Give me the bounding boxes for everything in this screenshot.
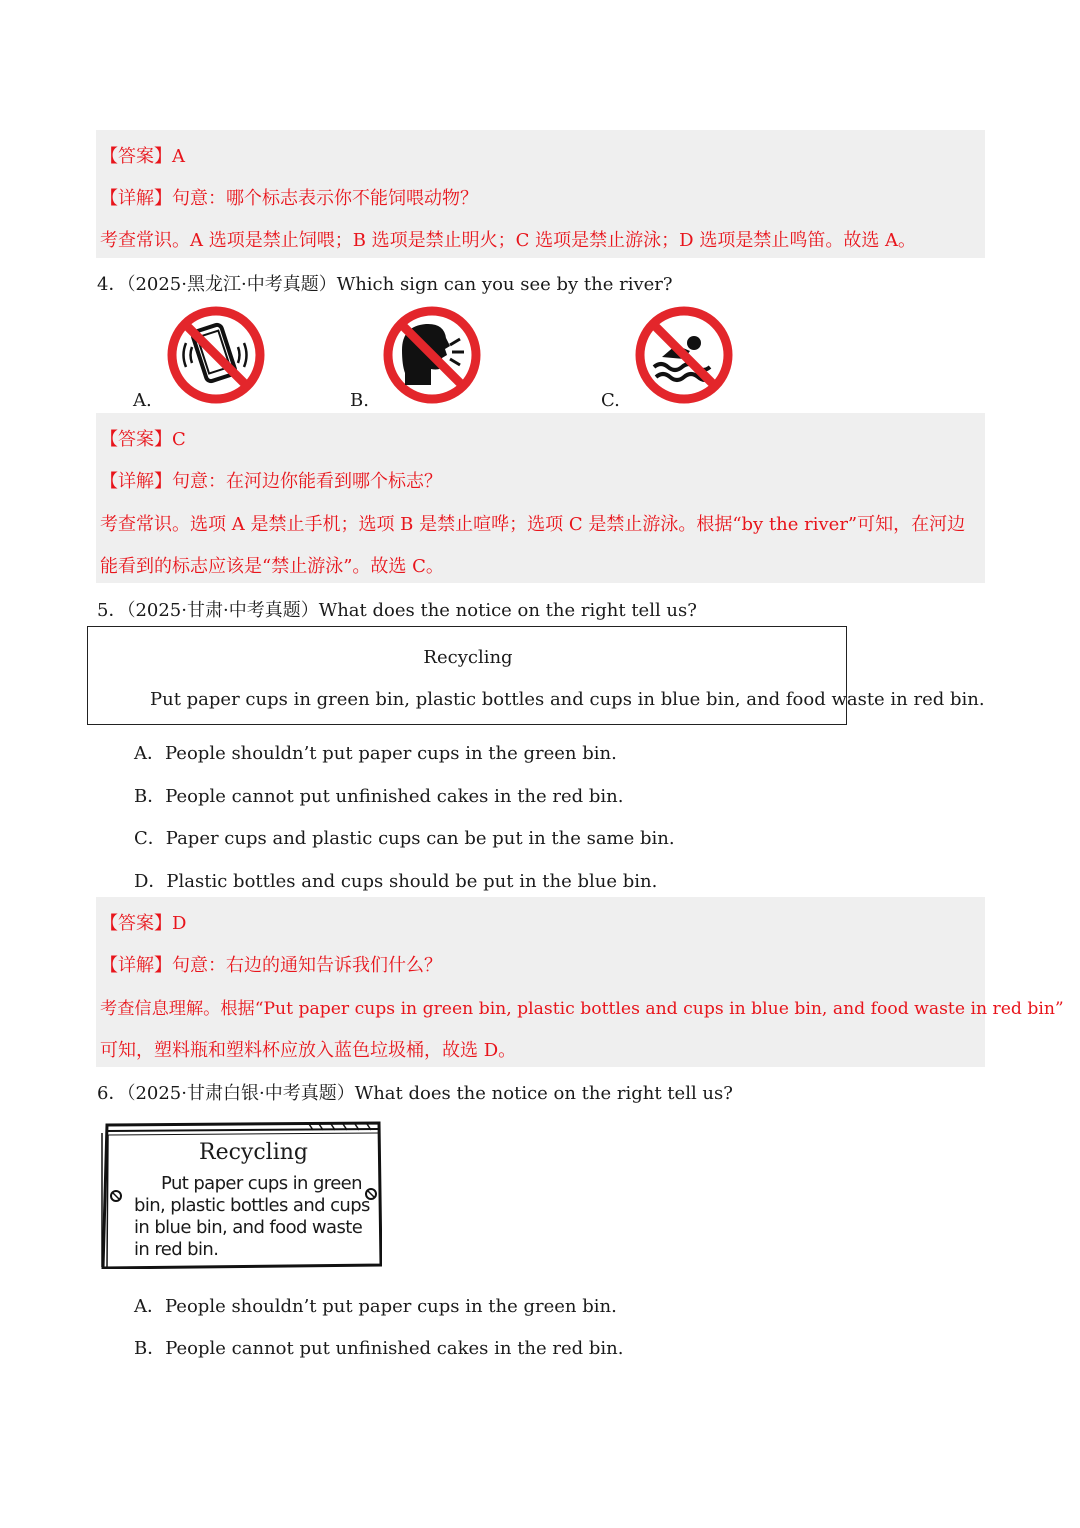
q4-option-b-label: B. bbox=[350, 390, 369, 411]
q6-sign-title: Recycling bbox=[199, 1140, 308, 1165]
no-swimming-icon bbox=[634, 305, 734, 405]
q6-sign-line: in blue bin, and food waste bbox=[134, 1217, 363, 1238]
q5-option-c: C．Paper cups and plastic cups can be put in the same bin. bbox=[134, 828, 675, 849]
q5-answer: 【答案】D bbox=[100, 913, 187, 934]
q4-answer: 【答案】C bbox=[100, 429, 186, 450]
q3-answer: 【答案】A bbox=[100, 146, 185, 167]
q5-option-d: D．Plastic bottles and cups should be put in the blue bin. bbox=[134, 871, 658, 892]
q5-detail: 【详解】句意：右边的通知告诉我们什么？ bbox=[100, 955, 442, 976]
q5-answer-block bbox=[96, 897, 1064, 1067]
q4-option-a-label: A. bbox=[133, 390, 152, 411]
q4-stem: 4．（2025·黑龙江·中考真题）Which sign can you see by the river? bbox=[97, 274, 673, 295]
q4-option-c-label: C. bbox=[601, 390, 620, 411]
q6-option-a: A．People shouldn’t put paper cups in the green bin. bbox=[134, 1296, 617, 1317]
q3-explain: 考查常识。A 选项是禁止饲喂；B 选项是禁止明火；C 选项是禁止游泳；D 选项是禁止鸣笛。故选 A。 bbox=[100, 230, 917, 251]
no-shouting-icon bbox=[382, 305, 482, 405]
q4-answer-block bbox=[96, 413, 985, 583]
q5-option-b: B．People cannot put unfinished cakes in the red bin. bbox=[134, 786, 624, 807]
q6-recycling-sign bbox=[99, 1121, 382, 1269]
q4-explain-line2: 能看到的标志应该是“禁止游泳”。故选 C。 bbox=[100, 556, 444, 577]
q6-sign-body bbox=[134, 1173, 370, 1261]
q4-explain-line1: 考查常识。选项 A 是禁止手机；选项 B 是禁止喧哗；选项 C 是禁止游泳。根据“by the river”可知，在河边 bbox=[100, 514, 966, 535]
q3-detail: 【详解】句意：哪个标志表示你不能饲喂动物？ bbox=[100, 188, 478, 209]
no-phone-icon bbox=[166, 305, 266, 405]
q6-option-b: B．People cannot put unfinished cakes in the red bin. bbox=[134, 1338, 624, 1359]
q6-sign-line: in red bin. bbox=[134, 1239, 219, 1260]
q5-notice-title: Recycling bbox=[423, 647, 513, 668]
q6-sign-line: bin, plastic bottles and cups bbox=[134, 1195, 370, 1216]
q4-detail: 【详解】句意：在河边你能看到哪个标志？ bbox=[100, 471, 442, 492]
q6-stem: 6．（2025·甘肃白银·中考真题）What does the notice on the right tell us? bbox=[97, 1083, 733, 1104]
q5-explain-line2: 可知，塑料瓶和塑料杯应放入蓝色垃圾桶，故选 D。 bbox=[100, 1040, 517, 1061]
q5-stem: 5．（2025·甘肃·中考真题）What does the notice on the right tell us? bbox=[97, 600, 697, 621]
q3-answer-block bbox=[96, 130, 985, 258]
q5-option-a: A．People shouldn’t put paper cups in the green bin. bbox=[134, 743, 617, 764]
q5-explain-line1: 考查信息理解。根据“Put paper cups in green bin, plastic bottles and cups in blue bin, and food waste in red bin” bbox=[100, 999, 1064, 1019]
q6-sign-line: Put paper cups in green bbox=[161, 1173, 362, 1194]
q5-notice-box bbox=[87, 626, 985, 725]
q5-notice-body: Put paper cups in green bin, plastic bottles and cups in blue bin, and food waste in red bin. bbox=[150, 689, 985, 710]
